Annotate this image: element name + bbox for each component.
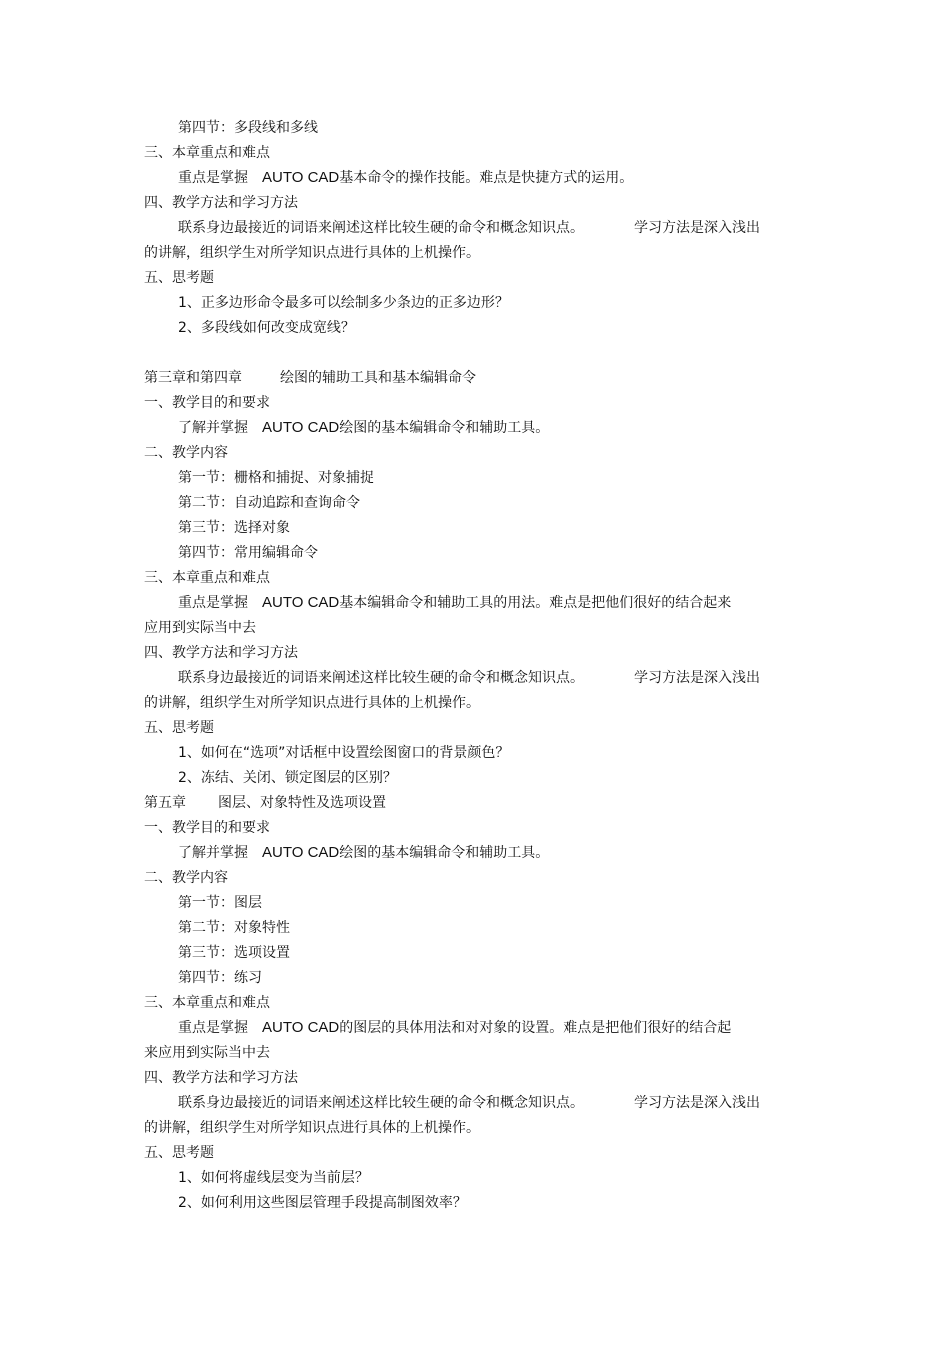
text-run: 重点是掌握: [178, 1020, 248, 1036]
chapter-name: 绘图的辅助工具和基本编辑命令: [280, 370, 476, 386]
paragraph-objectives: [178, 420, 549, 436]
text-run: 重点是掌握: [178, 170, 248, 186]
text-run: 基本命令的操作技能。难点是快捷方式的运用。: [339, 170, 634, 186]
paragraph-methods-cont: 的讲解，组织学生对所学知识点进行具体的上机操作。: [144, 245, 480, 261]
text-run: 了解并掌握: [178, 420, 248, 436]
text-run: 学习方法是深入浅出: [634, 1095, 760, 1111]
paragraph-methods-cont: 的讲解，组织学生对所学知识点进行具体的上机操作。: [144, 1120, 480, 1136]
paragraph-methods: [178, 1095, 760, 1111]
text-run-latin: AUTO CAD: [262, 169, 340, 186]
paragraph-key-points: [178, 595, 731, 611]
chapter-name: 图层、对象特性及选项设置: [218, 795, 386, 811]
text-run: 的图层的具体用法和对对象的设置。难点是把他们很好的结合起: [339, 1020, 732, 1036]
section-item: 第二节：对象特性: [178, 920, 290, 936]
text-run-latin: AUTO CAD: [262, 1019, 340, 1036]
heading-methods: 四、教学方法和学习方法: [144, 195, 298, 211]
section-item: 第一节：栅格和捕捉、对象捕捉: [178, 470, 374, 486]
question-item: 2、如何利用这些图层管理手段提高制图效率？: [178, 1195, 467, 1211]
chapter-number: 第五章: [144, 795, 186, 811]
chapter-title: [144, 795, 386, 811]
section-item: 第二节：自动追踪和查询命令: [178, 495, 360, 511]
paragraph-key-points-cont: 来应用到实际当中去: [144, 1045, 270, 1061]
paragraph-key-points: [178, 1020, 731, 1036]
section-item: 第四节：多段线和多线: [178, 120, 318, 136]
heading-questions: 五、思考题: [144, 270, 214, 286]
section-item: 第四节：常用编辑命令: [178, 545, 318, 561]
text-run: 联系身边最接近的词语来阐述这样比较生硬的命令和概念知识点。: [178, 670, 584, 686]
section-item: 第一节：图层: [178, 895, 262, 911]
paragraph-objectives: [178, 845, 549, 861]
paragraph-key-points-cont: 应用到实际当中去: [144, 620, 256, 636]
question-item: 2、多段线如何改变成宽线？: [178, 320, 355, 336]
section-item: 第四节：练习: [178, 970, 262, 986]
paragraph-methods: [178, 670, 760, 686]
text-run: 基本编辑命令和辅助工具的用法。难点是把他们很好的结合起来: [339, 595, 732, 611]
question-item: 1、如何在“选项”对话框中设置绘图窗口的背景颜色？: [178, 745, 510, 761]
heading-questions: 五、思考题: [144, 1145, 214, 1161]
text-run-latin: AUTO CAD: [262, 594, 340, 611]
heading-questions: 五、思考题: [144, 720, 214, 736]
heading-content: 二、教学内容: [144, 870, 228, 886]
text-run: 联系身边最接近的词语来阐述这样比较生硬的命令和概念知识点。: [178, 220, 584, 236]
question-item: 1、如何将虚线层变为当前层？: [178, 1170, 369, 1186]
heading-objectives: 一、教学目的和要求: [144, 820, 270, 836]
section-item: 第三节：选项设置: [178, 945, 290, 961]
heading-methods: 四、教学方法和学习方法: [144, 1070, 298, 1086]
text-run: 学习方法是深入浅出: [634, 220, 760, 236]
text-run: 联系身边最接近的词语来阐述这样比较生硬的命令和概念知识点。: [178, 1095, 584, 1111]
paragraph-methods-cont: 的讲解，组织学生对所学知识点进行具体的上机操作。: [144, 695, 480, 711]
text-run: 重点是掌握: [178, 595, 248, 611]
section-item: 第三节：选择对象: [178, 520, 290, 536]
heading-objectives: 一、教学目的和要求: [144, 395, 270, 411]
text-run-latin: AUTO CAD: [262, 419, 340, 436]
heading-key-points: 三、本章重点和难点: [144, 145, 270, 161]
paragraph-methods: [178, 220, 760, 236]
text-run: 了解并掌握: [178, 845, 248, 861]
question-item: 1、正多边形命令最多可以绘制多少条边的正多边形？: [178, 295, 509, 311]
chapter-title: [144, 370, 476, 386]
chapter-number: 第三章和第四章: [144, 370, 242, 386]
heading-key-points: 三、本章重点和难点: [144, 995, 270, 1011]
text-run-latin: AUTO CAD: [262, 844, 340, 861]
text-run: 绘图的基本编辑命令和辅助工具。: [339, 845, 550, 861]
paragraph-key-points: [178, 170, 633, 186]
text-run: 绘图的基本编辑命令和辅助工具。: [339, 420, 550, 436]
heading-methods: 四、教学方法和学习方法: [144, 645, 298, 661]
heading-content: 二、教学内容: [144, 445, 228, 461]
question-item: 2、冻结、关闭、锁定图层的区别？: [178, 770, 397, 786]
text-run: 学习方法是深入浅出: [634, 670, 760, 686]
heading-key-points: 三、本章重点和难点: [144, 570, 270, 586]
